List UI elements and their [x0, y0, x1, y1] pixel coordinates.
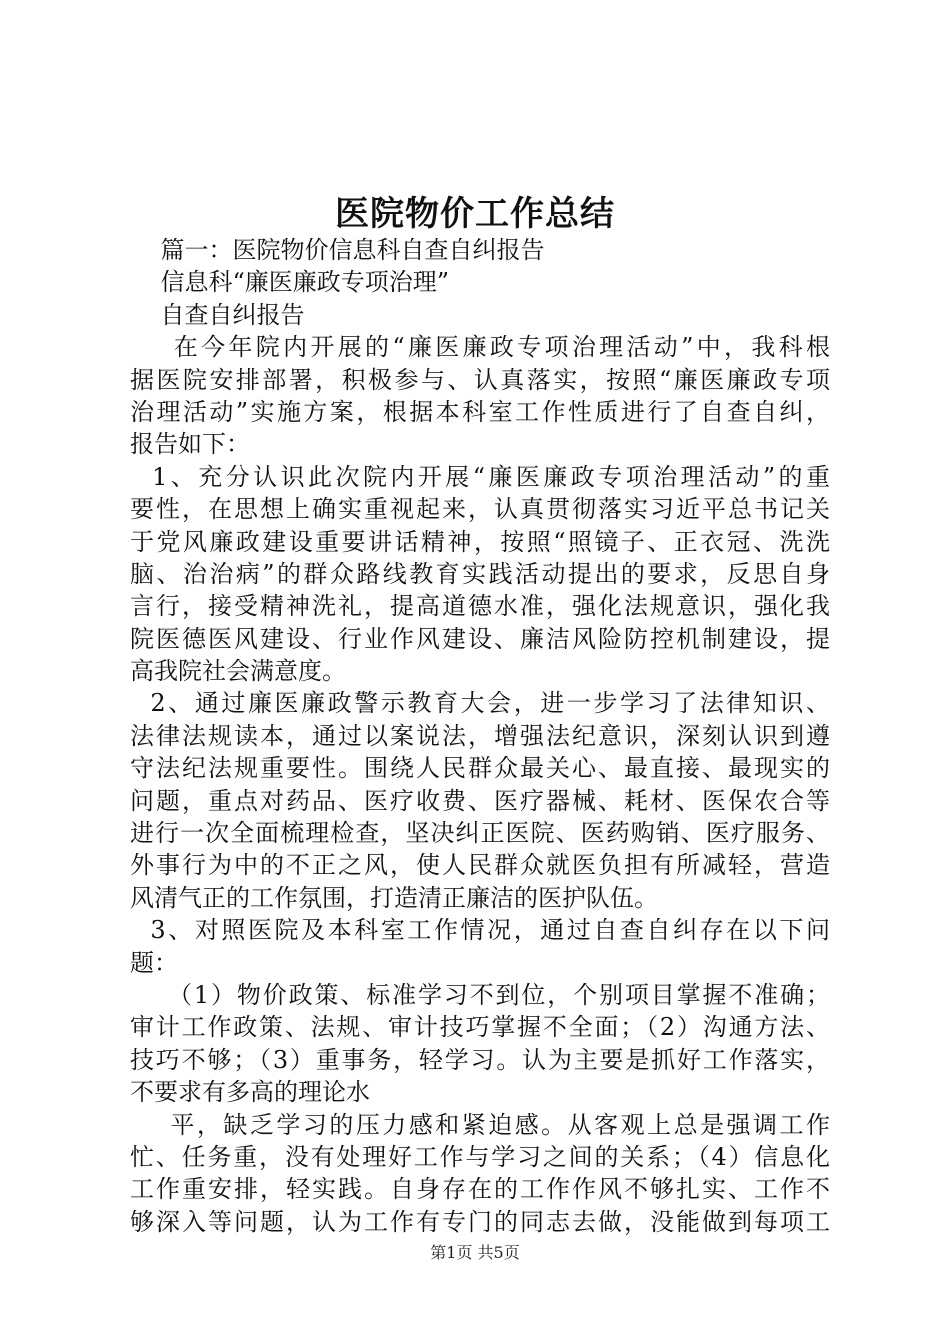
body-line: 忙、任务重，没有处理好工作与学习之间的关系；（4）信息化: [130, 1142, 830, 1171]
body-line: （1）物价政策、标准学习不到位，个别项目掌握不准确；: [130, 980, 830, 1009]
body-line: 法律法规读本，通过以案说法，增强法纪意识，深刻认识到遵: [130, 721, 830, 750]
body-line: 3、对照医院及本科室工作情况，通过自查自纠存在以下问: [130, 916, 830, 945]
body-line: 外事行为中的不正之风，使人民群众就医负担有所减轻，营造: [130, 851, 830, 880]
body-line: 篇一：医院物价信息科自查自纠报告: [130, 236, 545, 264]
page-footer: 第1页 共5页: [430, 1243, 520, 1262]
body-line: 治理活动”实施方案，根据本科室工作性质进行了自查自纠，: [130, 397, 830, 426]
body-line: 报告如下：: [130, 430, 250, 459]
body-line: 院医德医风建设、行业作风建设、廉洁风险防控机制建设，提: [130, 624, 830, 653]
body-line: 2、通过廉医廉政警示教育大会，进一步学习了法律知识、: [130, 689, 830, 718]
document-body: [130, 234, 830, 1238]
body-line: 据医院安排部署，积极参与、认真落实，按照“廉医廉政专项: [130, 365, 830, 394]
body-line: 题：: [130, 948, 178, 977]
body-line: 自查自纠报告: [130, 300, 305, 329]
body-line: 问题，重点对药品、医疗收费、医疗器械、耗材、医保农合等: [130, 786, 830, 815]
body-line: 进行一次全面梳理检查，坚决纠正医院、医药购销、医疗服务、: [130, 819, 830, 848]
body-line: 不要求有多高的理论水: [130, 1078, 370, 1107]
body-line: 1、充分认识此次院内开展“廉医廉政专项治理活动”的重: [130, 462, 830, 491]
body-line: 工作重安排，轻实践。自身存在的工作作风不够扎实、工作不: [130, 1175, 830, 1204]
body-line: 风清气正的工作氛围，打造清正廉洁的医护队伍。: [130, 883, 658, 912]
body-line: 脑、治治病”的群众路线教育实践活动提出的要求，反思自身: [130, 559, 830, 588]
body-line: 于党风廉政建设重要讲话精神，按照“照镜子、正衣冠、洗洗: [130, 527, 830, 556]
body-line: 守法纪法规重要性。围绕人民群众最关心、最直接、最现实的: [130, 754, 830, 783]
body-line: 审计工作政策、法规、审计技巧掌握不全面；（2）沟通方法、: [130, 1013, 830, 1042]
body-line: 要性，在思想上确实重视起来，认真贯彻落实习近平总书记关: [130, 495, 830, 524]
body-line: 高我院社会满意度。: [130, 657, 346, 686]
body-line: 技巧不够；（3）重事务，轻学习。认为主要是抓好工作落实，: [130, 1045, 830, 1074]
body-line: 平，缺乏学习的压力感和紧迫感。从客观上总是强调工作: [130, 1110, 830, 1139]
body-line: 言行，接受精神洗礼，提高道德水准，强化法规意识，强化我: [130, 592, 830, 621]
body-line: 在今年院内开展的“廉医廉政专项治理活动”中，我科根: [130, 333, 830, 362]
body-line: 够深入等问题，认为工作有专门的同志去做，没能做到每项工: [130, 1207, 830, 1236]
document-title: 医院物价工作总结: [335, 194, 615, 234]
body-line: 信息科“廉医廉政专项治理”: [130, 268, 450, 297]
